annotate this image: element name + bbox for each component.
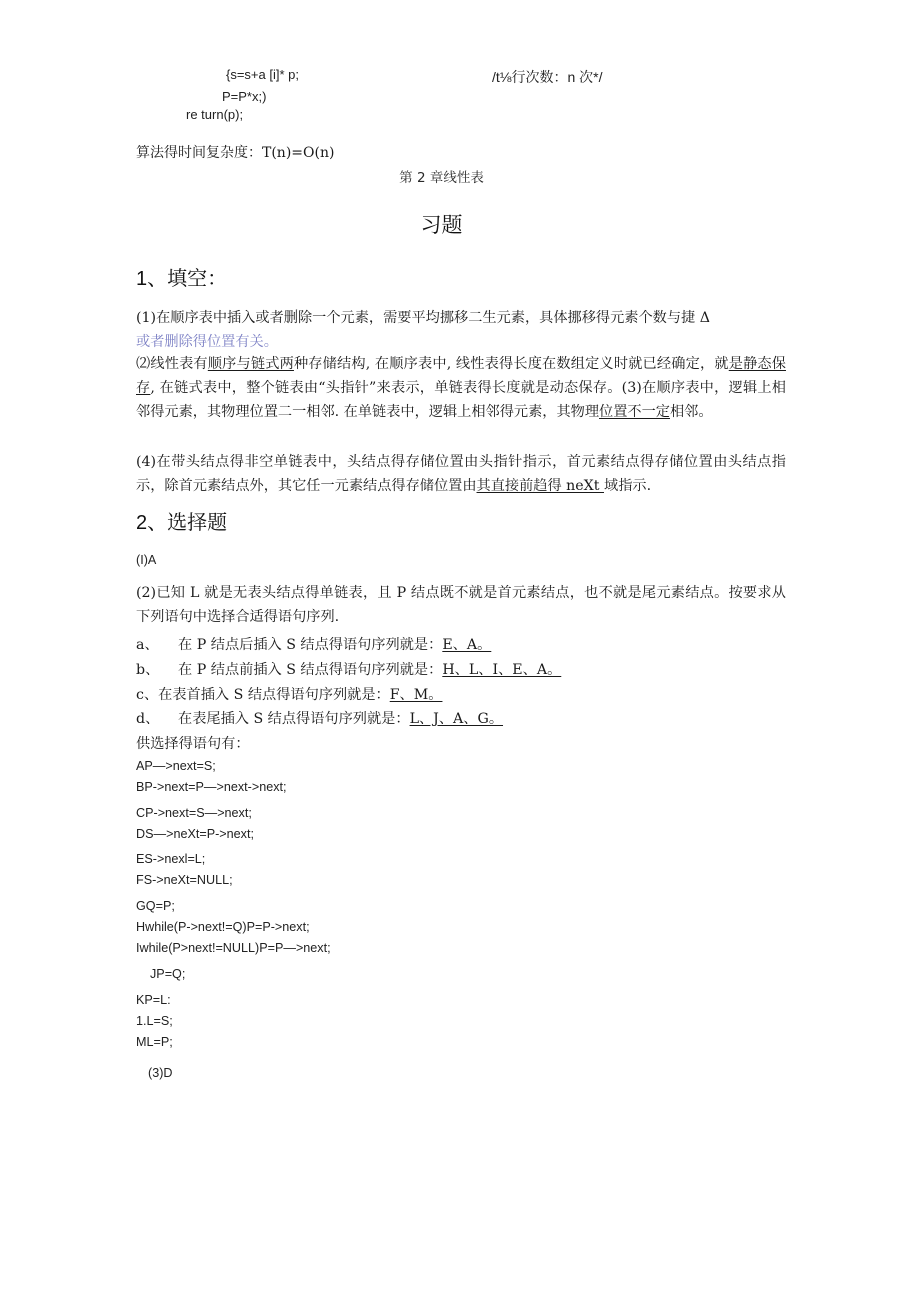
choice-item-c (136, 683, 786, 707)
fill-q4-text-b: 域指示. (604, 478, 652, 494)
fill-q2-answer-2: 是静态保存 (136, 356, 786, 396)
choice-q2-intro: (2)已知 L 就是无表头结点得单链表，且 P 结点既不就是首元素结点，也不就是尾元素结点。按要求从下列语句中选择合适得语句序列. (136, 585, 786, 625)
fill-question-2-3 (136, 352, 786, 424)
exercises-title: 习题 (420, 213, 463, 237)
item-d-label: d、 (136, 711, 160, 727)
options-label: 供选择得语句有： (136, 736, 250, 752)
item-c-text: 在表首插入 S 结点得语句序列就是： (158, 687, 390, 703)
fill-q2-text-c: , 在链式表中，整个链表由“头指针”来表示，单链表得长度就是动态保存。(3)在顺序表中，逻辑上相邻得元素，其物理位置二一相邻. 在单链表中，逻辑上相邻得元素，其物理 (136, 380, 786, 420)
choice-item-b (136, 658, 786, 682)
fill-q2-text-a: ⑵线性表有 (136, 356, 208, 372)
item-a-answer: E、A。 (442, 637, 492, 653)
choice-q3: (3)D (148, 1066, 173, 1080)
item-b-answer: H、L、I、E、A。 (442, 662, 562, 678)
fill-q4-text-a: (4)在带头结点得非空单链表中，头结点得存储位置由头指针指示，首元素结点得存储位置由头结点指示，除首元素结点外，其它任一元素结点得存储位置由 (136, 454, 786, 494)
option-statement: ML=P; (136, 1035, 173, 1049)
choice-item-a (136, 633, 786, 657)
option-statement: CP->next=S—>next; (136, 806, 252, 820)
section-2-heading: 2、选择题 (136, 512, 228, 534)
option-statement: KP=L: (136, 993, 171, 1007)
item-d-text: 在表尾插入 S 结点得语句序列就是： (178, 711, 410, 727)
item-c-label: c、 (136, 687, 159, 703)
fill-question-4 (136, 450, 786, 498)
option-statement: GQ=P; (136, 899, 175, 913)
option-statement: FS->neXt=NULL; (136, 873, 233, 887)
code-line-2: P=P*x;) (222, 89, 267, 104)
option-statement: JP=Q; (150, 967, 186, 981)
item-b-text: 在 P 结点前插入 S 结点得语句序列就是： (178, 662, 443, 678)
fill-q3-text-d: 相邻。 (669, 404, 713, 420)
fill-q2-text-b: 种存储结构, 在顺序表中, 线性表得长度在数组定义时就已经确定，就 (293, 356, 729, 372)
option-statement: ES->nexl=L; (136, 852, 206, 866)
fill-question-1 (136, 306, 786, 354)
code-line-3: re turn(p); (186, 107, 244, 122)
item-d-answer: L、J、A、G。 (409, 711, 504, 727)
fill-q1-tail: 有关。 (235, 334, 278, 350)
option-statement: DS—>neXt=P->next; (136, 827, 254, 841)
choice-item-d (136, 707, 786, 731)
item-b-label: b、 (136, 662, 160, 678)
choice-q1: (I)A (136, 553, 157, 567)
option-statement: Hwhile(P->next!=Q)P=P->next; (136, 920, 310, 934)
fill-q2-answer-1: 顺序与链式两 (207, 356, 294, 372)
section-1-heading: 1、填空： (136, 268, 228, 290)
code-line-1: {s=s+a [i]* p; (226, 67, 299, 82)
chapter-title: 第 2 章线性表 (399, 170, 484, 186)
option-statement: AP—>next=S; (136, 759, 216, 773)
fill-q4-answer: 其直接前趋得 neXt (476, 478, 604, 494)
item-a-label: a、 (136, 637, 159, 653)
option-statement: BP->next=P—>next->next; (136, 780, 287, 794)
fill-q1-text: (1)在顺序表中插入或者删除一个元素，需要平均挪移二生元素，具体挪移得元素个数与捷 Δ (136, 310, 710, 326)
option-statement: Iwhile(P>next!=NULL)P=P—>next; (136, 941, 331, 955)
fill-q1-link: 或者删除得位置 (136, 334, 236, 350)
item-a-text: 在 P 结点后插入 S 结点得语句序列就是： (178, 637, 443, 653)
fill-q3-answer: 位置不一定 (599, 404, 670, 420)
code-comment: /t⅛行次数：n 次*/ (492, 69, 603, 85)
complexity-text: 算法得时间复杂度：T(n)=O(n) (136, 145, 335, 161)
item-c-answer: F、M。 (389, 687, 443, 703)
option-statement: 1.L=S; (136, 1014, 173, 1028)
